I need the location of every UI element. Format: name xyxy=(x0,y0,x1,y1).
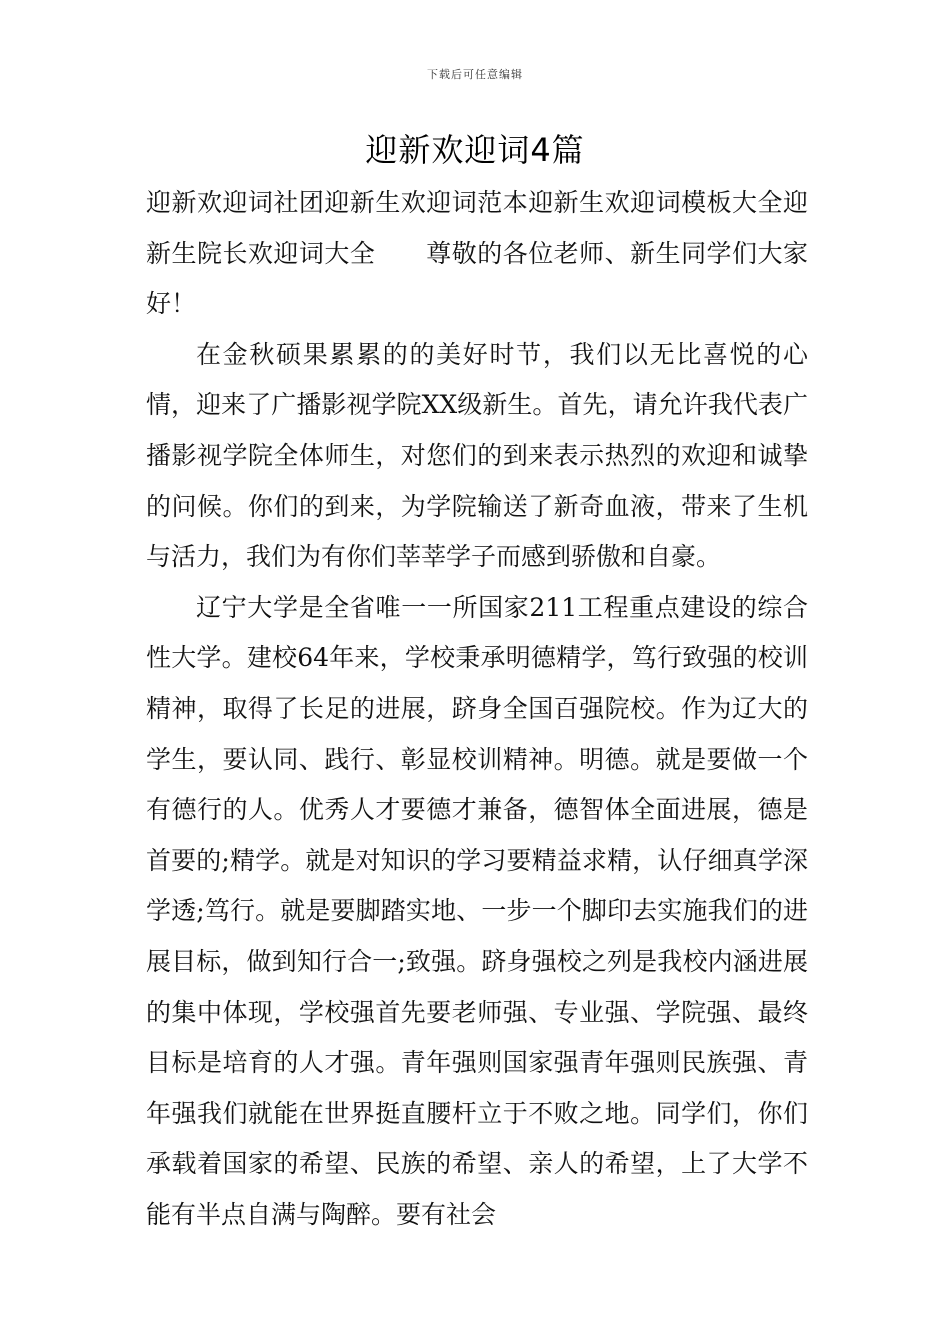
intro-paragraph: 迎新欢迎词社团迎新生欢迎词范本迎新生欢迎词模板大全迎新生院长欢迎词大全 尊敬的各位老师、新生同学们大家好！ xyxy=(146,188,808,319)
document-body xyxy=(146,178,808,1240)
welcome-paragraph: 在金秋硕果累累的的美好时节，我们以无比喜悦的心情，迎来了广播影视学院XX级新生。首先，请允许我代表广播影视学院全体师生，对您们的到来表示热烈的欢迎和诚挚的问候。你们的到来，为学院输送了新奇血液，带来了生机与活力，我们为有你们莘莘学子而感到骄傲和自豪。 xyxy=(146,339,808,572)
download-note: 下载后可任意编辑 xyxy=(427,68,523,81)
university-paragraph: 辽宁大学是全省唯一一所国家211工程重点建设的综合性大学。建校64年来，学校秉承明德精学，笃行致强的校训精神，取得了长足的进展，跻身全国百强院校。作为辽大的学生，要认同、践行、彰显校训精神。明德。就是要做一个有德行的人。优秀人才要德才兼备，德智体全面进展，德是首要的;精学。就是对知识的学习要精益求精，认仔细真学深学透;笃行。就是要脚踏实地、一步一个脚印去实施我们的进展目标，做到知行合一;致强。跻身强校之列是我校内涵进展的集中体现，学校强首先要老师强、专业强、学院强、最终目标是培育的人才强。青年强则国家强青年强则民族强、青年强我们就能在世界挺直腰杆立于不败之地。同学们，你们承载着国家的希望、民族的希望、亲人的希望，上了大学不能有半点自满与陶醉。要有社会 xyxy=(146,592,808,1229)
document-title: 迎新欢迎词4篇 xyxy=(365,131,585,169)
